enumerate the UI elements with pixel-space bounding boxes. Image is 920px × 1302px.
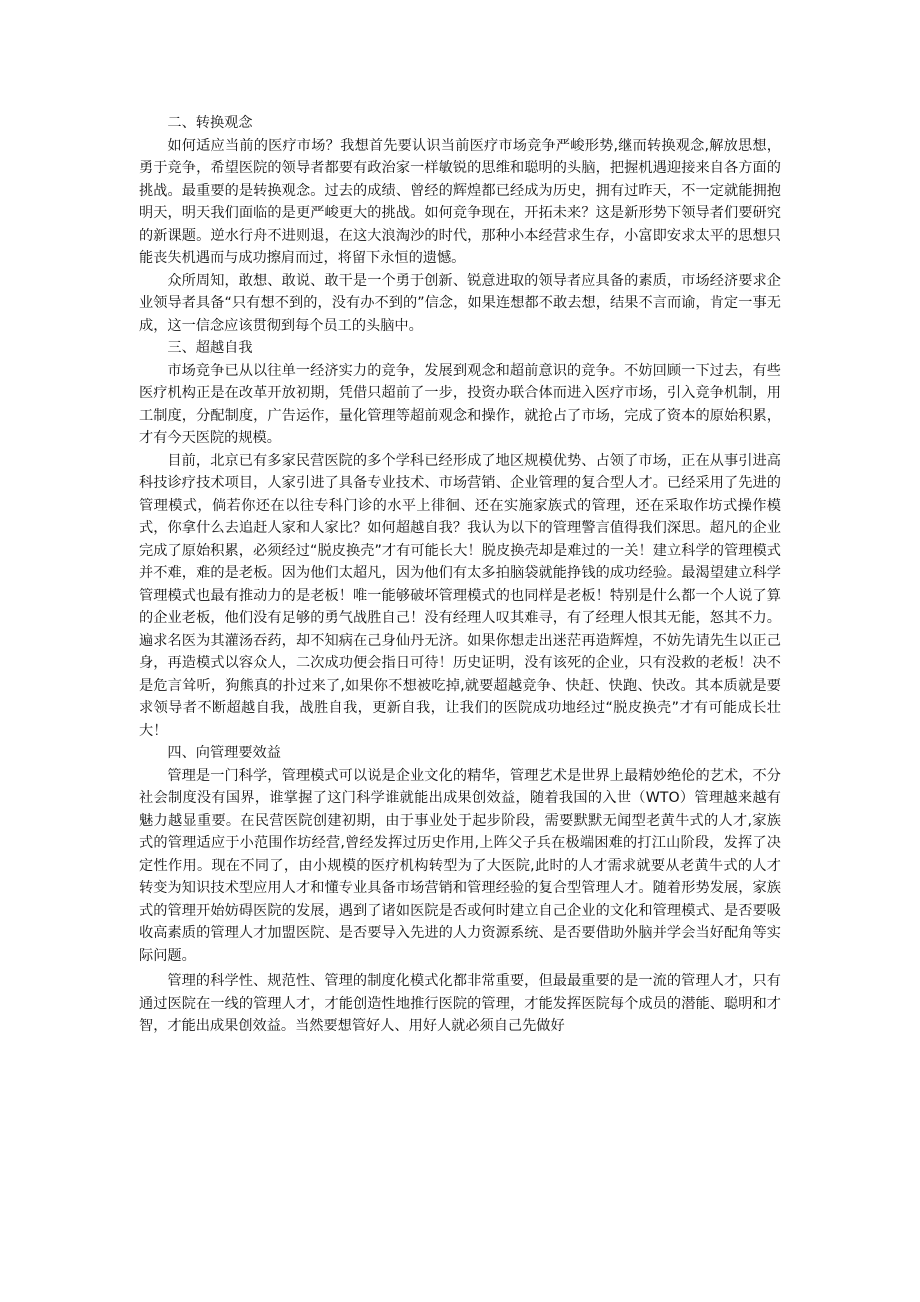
section-heading-management-benefit: 四、向管理要效益 (167, 745, 281, 761)
paragraph: 众所周知，敢想、敢说、敢干是一个勇于创新、锐意进取的领导者应具备的素质，市场经济要求企业领导者具备“只有想不到的，没有办不到的”信念，如果连想都不敢去想，结果不言而谕，肯定一事无成，这一信念应该贯彻到每个员工的头脑中。 (139, 272, 781, 334)
paragraph: 管理是一门科学，管理模式可以说是企业文化的精华，管理艺术是世界上最精妙绝伦的艺术，不分社会制度没有国界，谁掌握了这门科学谁就能出成果创效益，随着我国的入世（WTO）管理越来越有魅力越显重要。在民营医院创建初期，由于事业处于起步阶段，需要默默无闻型老黄牛式的人才,家族式的管理适应于小范围作坊经营,曾经发挥过历史作用,上阵父子兵在极端困难的打江山阶段，发挥了决定性作用。现在不同了，由小规模的医疗机构转型为了大医院,此时的人才需求就要从老黄牛式的人才转变为知识技术型应用人才和懂专业具备市场营销和管理经验的复合型管理人才。随着形势发展，家族式的管理开始妨碍医院的发展，遇到了诸如医院是否或何时建立自己企业的文化和管理模式、是否要吸收高素质的管理人才加盟医院、是否要导入先进的人力资源系统、是否要借助外脑并学会当好配角等实际问题。 (139, 767, 781, 964)
section-heading-surpass-self: 三、超越自我 (167, 340, 253, 356)
paragraph: 管理的科学性、规范性、管理的制度化模式化都非常重要，但最最重要的是一流的管理人才，只有通过医院在一线的管理人才，才能创造性地推行医院的管理，才能发挥医院每个成员的潜能、聪明和才智，才能出成果创效益。当然要想管好人、用好人就必须自己先做好 (139, 973, 781, 1034)
document-page (139, 112, 781, 1038)
paragraph: 目前，北京已有多家民营医院的多个学科已经形成了地区规模优势、占领了市场，正在从事引进高科技诊疗技术项目，人家引进了具备专业技术、市场营销、企业管理的复合型人才。已经采用了先进的管理模式，倘若你还在以往专科门诊的水平上徘徊、还在实施家族式的管理，还在采取作坊式操作模式，你拿什么去追赶人家和人家比？如何超越自我？我认为以下的管理警言值得我们深思。超凡的企业完成了原始积累，必须经过“脱皮换壳”才有可能长大！脱皮换壳却是难过的一关！建立科学的管理模式并不难，难的是老板。因为他们太超凡，因为他们有太多拍脑袋就能挣钱的成功经验。最渴望建立科学管理模式也最有推动力的是老板！唯一能够破坏管理模式的也同样是老板！特别是什么都一个人说了算的企业老板，他们没有足够的勇气战胜自己！没有经理人叹其难寻，有了经理人恨其无能，怒其不力。遍求名医为其灌汤吞药，却不知病在己身仙丹无济。如果你想走出迷茫再造辉煌，不妨先请先生以正己身，再造模式以容众人，二次成功便会指日可待！历史证明，没有该死的企业，只有没救的老板！决不是危言耸听，狗熊真的扑过来了,如果你不想被吃掉,就要超越竞争、快赶、快跑、快改。其本质就是要求领导者不断超越自我，战胜自我，更新自我，让我们的医院成功地经过“脱皮换壳”才有可能成长壮大！ (139, 452, 781, 739)
section-heading-transform-concept: 二、转换观念 (167, 115, 253, 131)
paragraph: 市场竞争已从以往单一经济实力的竞争，发展到观念和超前意识的竞争。不妨回顾一下过去，有些医疗机构正是在改革开放初期，凭借只超前了一步，投资办联合体而进入医疗市场，引入竞争机制，用工制度，分配制度，广告运作，量化管理等超前观念和操作，就抢占了市场，完成了资本的原始积累，才有今天医院的规模。 (139, 362, 781, 446)
paragraph: 如何适应当前的医疗市场？我想首先要认识当前医疗市场竞争严峻形势,继而转换观念,解放思想，勇于竞争，希望医院的领导者都要有政治家一样敏锐的思维和聪明的头脑，把握机遇迎接来自各方面的挑战。最重要的是转换观念。过去的成绩、曾经的辉煌都已经成为历史，拥有过昨天，不一定就能拥抱明天，明天我们面临的是更严峻更大的挑战。如何竞争现在，开拓未来？这是新形势下领导者们要研究的新课题。逆水行舟不进则退，在这大浪淘沙的时代，那种小本经营求生存，小富即安求太平的思想只能丧失机遇而与成功擦肩而过，将留下永恒的遗憾。 (139, 137, 781, 266)
